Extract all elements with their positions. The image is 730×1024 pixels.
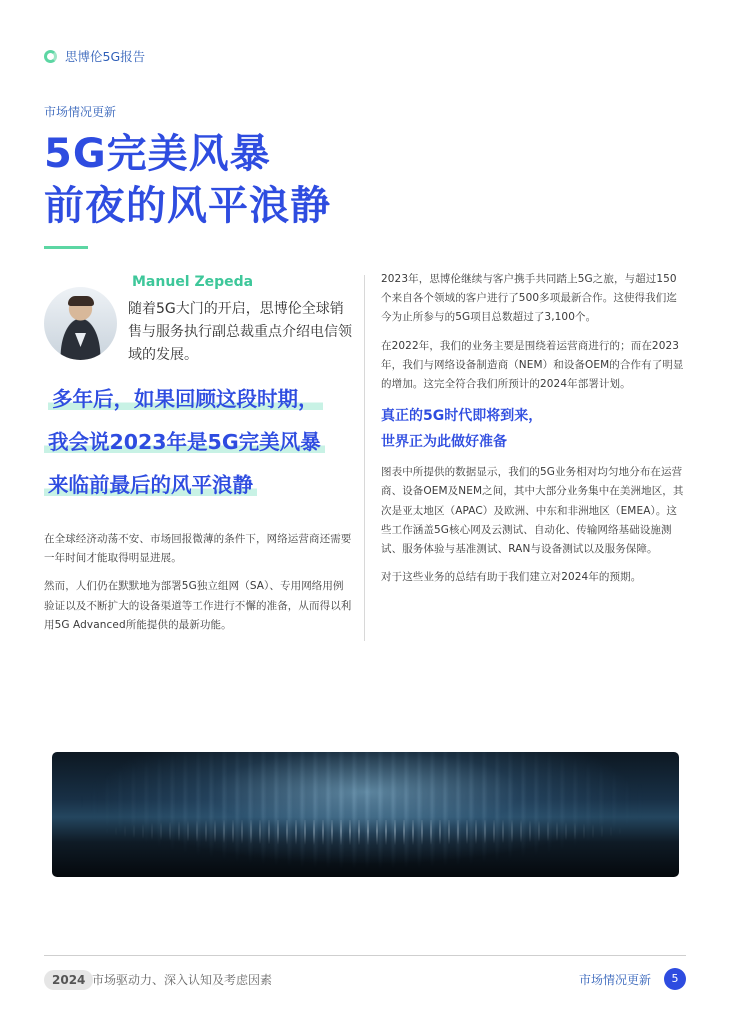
page-title-line-2: 前夜的风平浪静 (44, 183, 331, 229)
pull-quote-line: 我会说2023年是5G完美风暴 (44, 427, 325, 457)
body-paragraph: 在2022年，我们的业务主要是围绕着运营商进行的；而在2023年，我们与网络设备制造商（NEM）和设备OEM的合作有了明显的增加。这完全符合我们所预计的2024年部署计划。 (381, 339, 684, 391)
author-avatar (44, 287, 117, 360)
hero-light-rays (52, 752, 679, 877)
pull-quote (44, 384, 354, 513)
body-paragraph: 在全球经济动荡不安、市场回报微薄的条件下，网络运营商还需要一年时间才能取得明显进展。 (44, 533, 352, 565)
footer-chapter-title: 市场情况更新 (579, 973, 652, 987)
ring-logo-icon (44, 50, 57, 63)
hero-image (52, 752, 679, 877)
page-title-line-1: 5G完美风暴 (44, 131, 271, 177)
left-column-body (44, 530, 354, 644)
report-title: 思博伦5G报告 (65, 49, 146, 64)
author-bio: 随着5G大门的开启，思博伦全球销售与服务执行副总裁重点介绍电信领域的发展。 (128, 301, 352, 363)
footer-divider (44, 955, 686, 956)
report-header (44, 47, 145, 65)
section-subheading (381, 403, 687, 455)
right-column-body (381, 270, 687, 596)
column-divider (364, 275, 365, 641)
body-paragraph: 对于这些业务的总结有助于我们建立对2024年的预期。 (381, 571, 642, 584)
page-number-badge: 5 (664, 968, 686, 990)
author-name: Manuel Zepeda (132, 274, 254, 290)
section-label: 市场情况更新 (44, 105, 117, 119)
pull-quote-line: 多年后，如果回顾这段时期， (48, 384, 323, 414)
body-paragraph: 图表中所提供的数据显示，我们的5G业务相对均匀地分布在运营商、设备OEM及NEM之间，其中大部分业务集中在美洲地区，其次是亚太地区（APAC）及欧洲、中东和非洲地区（EMEA）。这些工作涵盖5G核心网及云测试、自动化、传输网络基础设施测试、服务体验与基准测试、RAN与设备测试以及服务保障。 (381, 466, 684, 556)
body-paragraph: 2023年，思博伦继续与客户携手共同踏上5G之旅，与超过150个来自各个领域的客户进行了500多项最新合作。这使得我们迄今为止所参与的5G项目总数超过了3,100个。 (381, 273, 677, 324)
body-paragraph: 然而，人们仍在默默地为部署5G独立组网（SA）、专用网络用例验证以及不断扩大的设备渠道等工作进行不懈的准备，从而得以利用5G Advanced所能提供的最新功能。 (44, 580, 352, 631)
page-title (44, 128, 331, 232)
subheading-line-2: 世界正为此做好准备 (381, 434, 507, 451)
footer-year-badge: 2024 (44, 970, 93, 990)
avatar-hair (68, 296, 94, 306)
avatar-collar (75, 333, 86, 347)
pull-quote-line: 来临前最后的风平浪静 (44, 470, 257, 500)
title-underline (44, 246, 88, 249)
subheading-line-1: 真正的5G时代即将到来， (381, 408, 543, 425)
hero-reflection (52, 820, 679, 848)
footer-section-title: 市场驱动力、深入认知及考虑因素 (92, 973, 273, 987)
